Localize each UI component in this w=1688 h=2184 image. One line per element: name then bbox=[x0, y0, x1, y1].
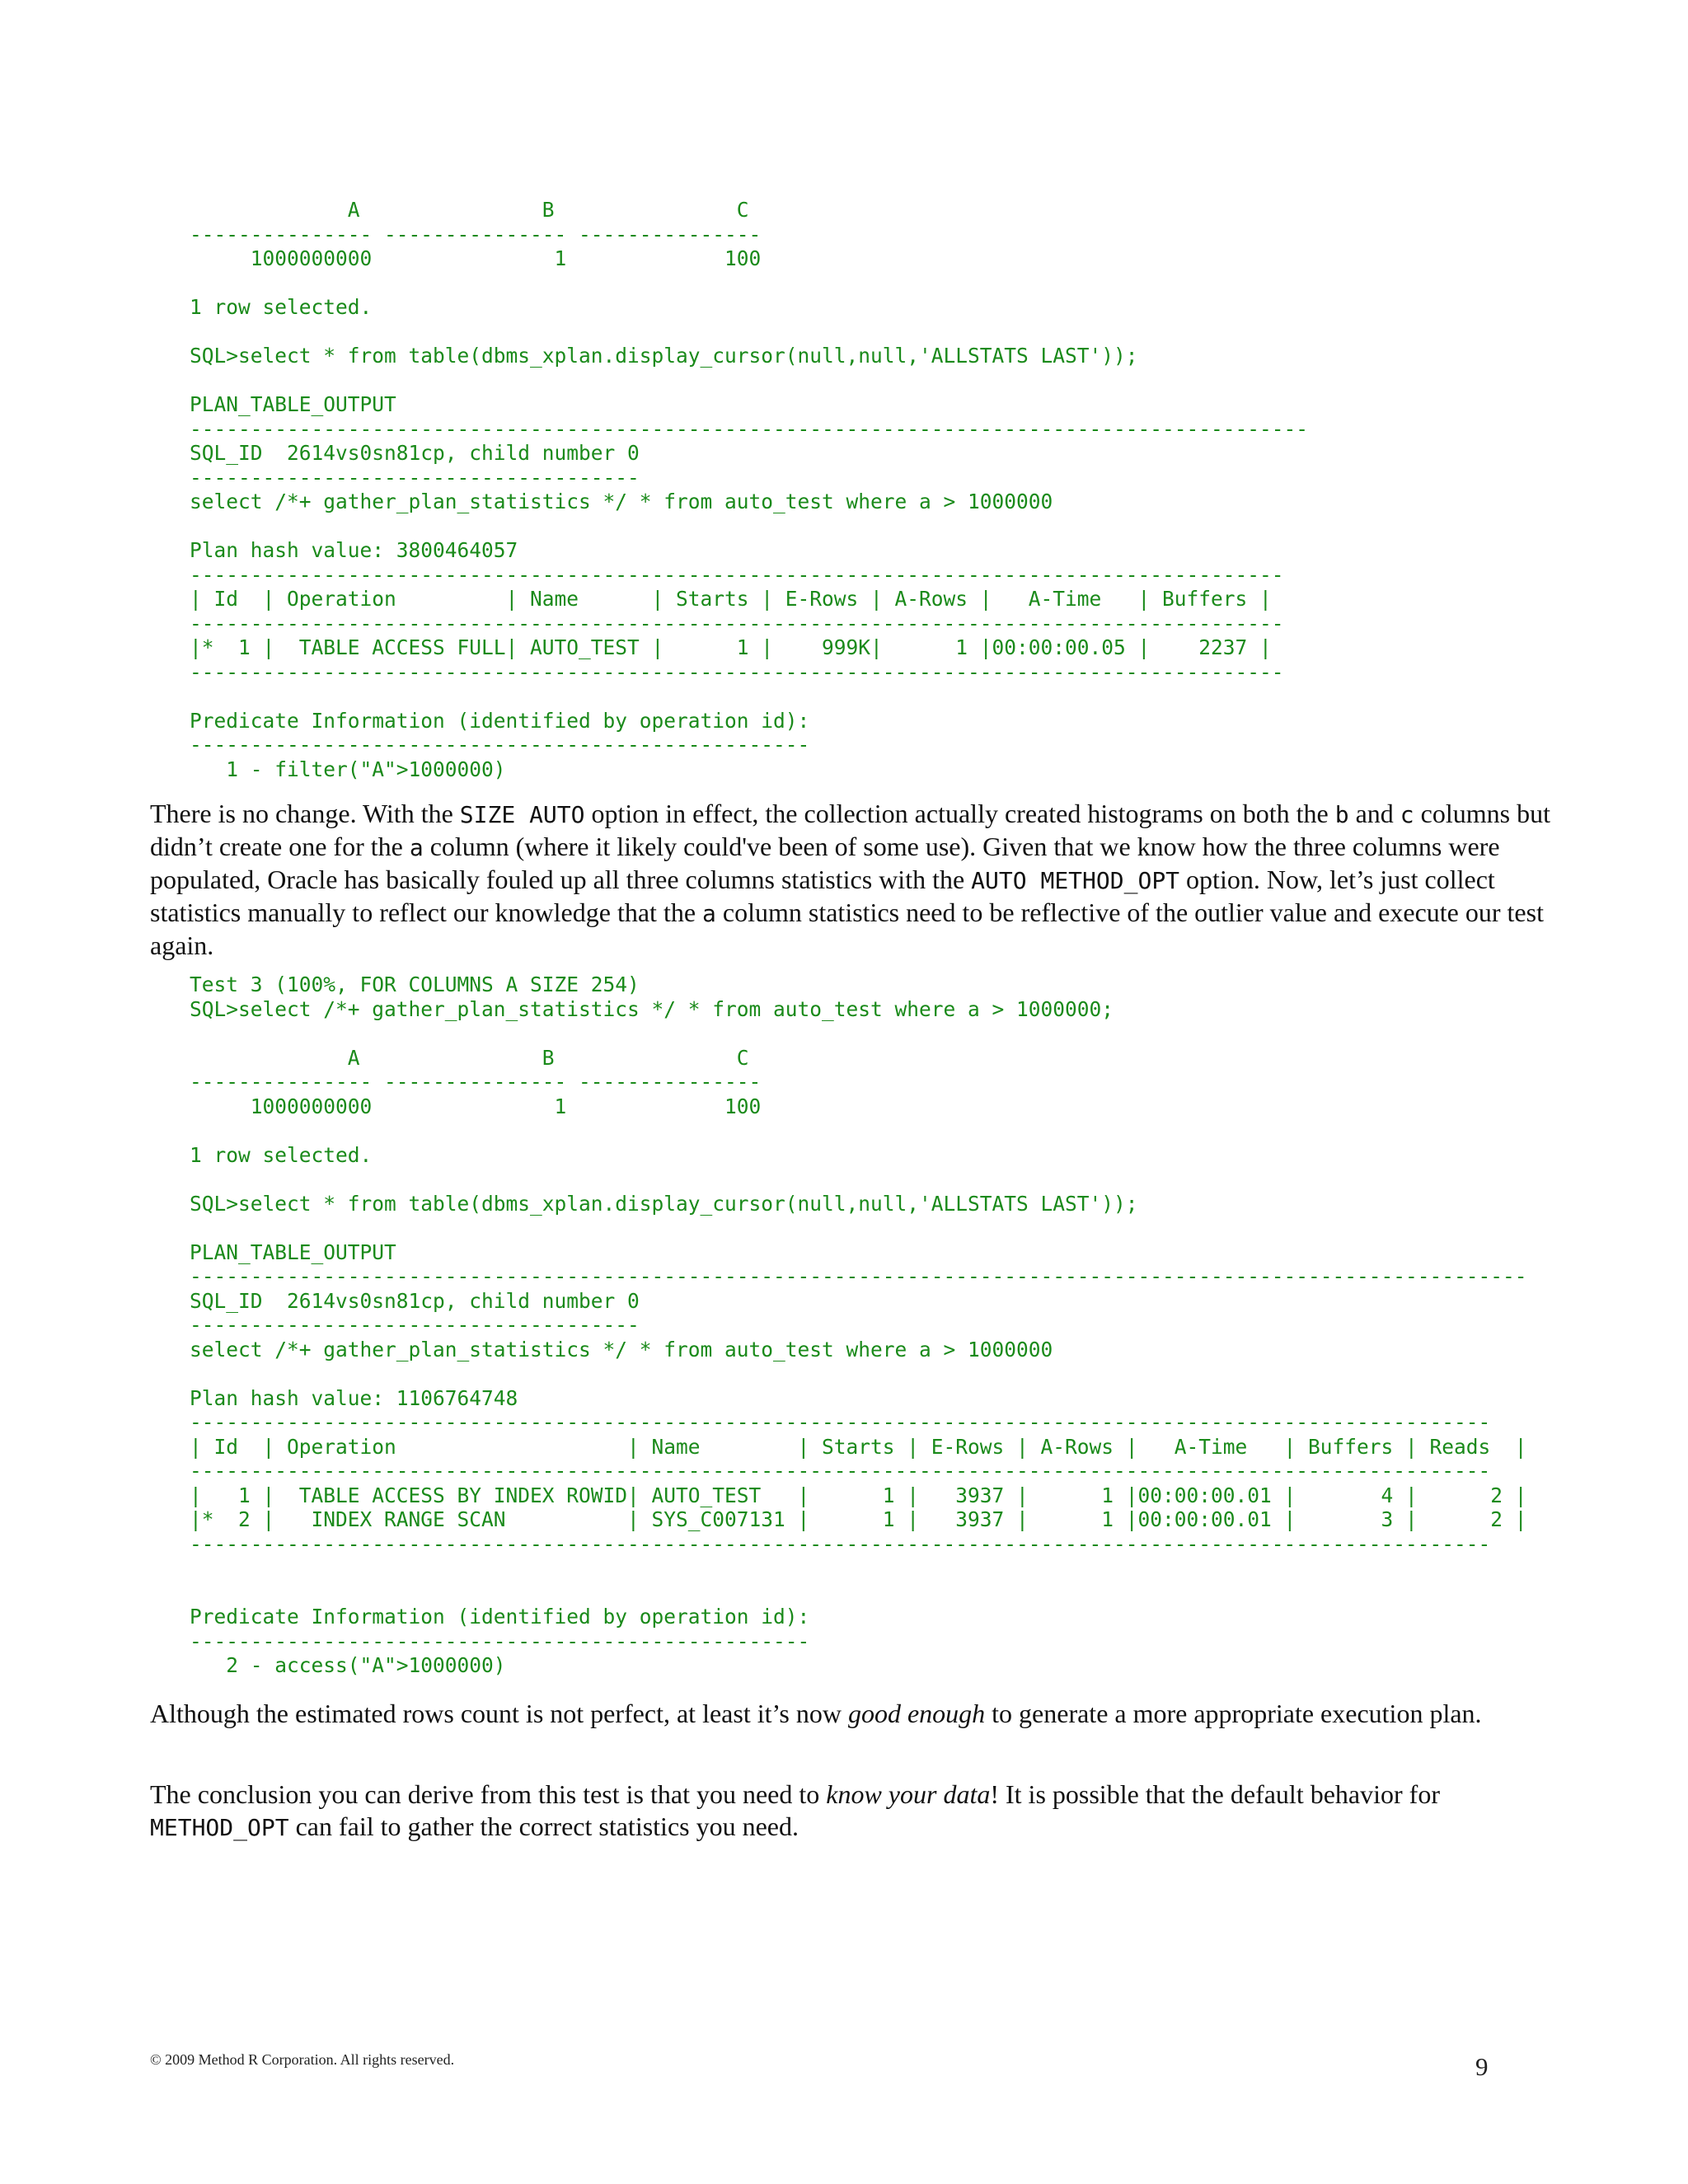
code-line bbox=[190, 1118, 1527, 1143]
code-line: ------------------------------------------------------------------------------------------ bbox=[190, 611, 1284, 635]
code-line: |* 1 | TABLE ACCESS FULL| AUTO_TEST | 1 | 999K| 1 |00:00:00.05 | 2237 | bbox=[190, 635, 1272, 659]
code-line: PLAN_TABLE_OUTPUT bbox=[190, 392, 396, 416]
paragraph-text: There is no change. With the bbox=[150, 799, 460, 828]
paragraph-text: can fail to gather the correct statistics you need. bbox=[288, 1811, 799, 1841]
code-line bbox=[190, 1167, 1527, 1192]
code-line bbox=[190, 368, 1308, 393]
code-line: ----------------------------------------------------------------------------------------------------------- bbox=[190, 1410, 1491, 1434]
inline-code: SIZE AUTO bbox=[459, 801, 585, 828]
code-line: ------------------------------------- bbox=[190, 1313, 640, 1337]
code-line bbox=[190, 514, 1308, 539]
code-line: A B C bbox=[190, 198, 749, 222]
inline-code: AUTO METHOD_OPT bbox=[971, 867, 1180, 894]
paragraph-no-change bbox=[150, 798, 1551, 962]
code-line: select /*+ gather_plan_statistics */ * from auto_test where a > 1000000 bbox=[190, 490, 1053, 513]
code-line: A B C bbox=[190, 1045, 749, 1070]
code-line: ----------------------------------------------------------------------------------------------------------- bbox=[190, 1531, 1491, 1556]
sql-output-block-1 bbox=[190, 198, 1308, 781]
inline-code: c bbox=[1400, 801, 1414, 828]
code-line: | Id | Operation | Name | Starts | E-Rows | A-Rows | A-Time | Buffers | bbox=[190, 587, 1272, 611]
paragraph-text: and bbox=[1348, 799, 1400, 828]
code-line: -------------------------------------------------------------------------------------------- bbox=[190, 416, 1309, 441]
paragraph-text: ! It is possible that the default behavior for bbox=[990, 1779, 1440, 1809]
code-line: | Id | Operation | Name | Starts | E-Rows | A-Rows | A-Time | Buffers | Reads | bbox=[190, 1434, 1527, 1459]
paragraph-text: Although the estimated rows count is not perfect, at least it’s now bbox=[150, 1699, 848, 1728]
paragraph-text: columns but didn’t create one for the bbox=[150, 799, 1550, 861]
code-line bbox=[190, 684, 1308, 709]
code-line: 1 - filter("A">1000000) bbox=[190, 757, 506, 781]
paragraph-text: to generate a more appropriate execution plan. bbox=[985, 1699, 1482, 1728]
code-line: PLAN_TABLE_OUTPUT bbox=[190, 1240, 396, 1264]
emphasis-text: good enough bbox=[847, 1699, 986, 1728]
inline-code: b bbox=[1334, 801, 1349, 828]
paragraph-text: The conclusion you can derive from this test is that you need to bbox=[150, 1779, 827, 1809]
paragraph-text: column statistics need to be reflective of the outlier value and execute our test again. bbox=[150, 898, 1544, 960]
code-line: 1000000000 1 100 bbox=[190, 246, 762, 270]
code-line: Test 3 (100%, FOR COLUMNS A SIZE 254) bbox=[190, 972, 640, 996]
code-line bbox=[190, 1021, 1527, 1046]
page-number: 9 bbox=[1475, 2052, 1489, 2081]
code-line: 2 - access("A">1000000) bbox=[190, 1653, 506, 1677]
code-line: ----------------------------------------------------------------------------------------------------------- bbox=[190, 1459, 1491, 1483]
inline-code: a bbox=[409, 834, 424, 861]
code-line: SQL>select * from table(dbms_xplan.display_cursor(null,null,'ALLSTATS LAST')); bbox=[190, 1191, 1138, 1216]
code-line: --------------- --------------- --------------- bbox=[190, 222, 762, 246]
emphasis-text: know your data bbox=[826, 1779, 991, 1809]
code-line: SQL_ID 2614vs0sn81cp, child number 0 bbox=[190, 441, 640, 465]
paragraph-text: option. Now, let’s just collect statistics manually to reflect our knowledge that the bbox=[150, 865, 1495, 927]
inline-code: a bbox=[702, 900, 716, 927]
footer-copyright: © 2009 Method R Corporation. All rights reserved. bbox=[150, 2051, 455, 2068]
code-line bbox=[190, 1581, 1527, 1605]
code-line: SQL>select * from table(dbms_xplan.display_cursor(null,null,'ALLSTATS LAST')); bbox=[190, 344, 1138, 368]
code-line: ------------------------------------------------------------------------------------------ bbox=[190, 659, 1284, 684]
code-line: select /*+ gather_plan_statistics */ * from auto_test where a > 1000000 bbox=[190, 1337, 1053, 1361]
code-line bbox=[190, 1216, 1527, 1240]
code-line bbox=[190, 320, 1308, 344]
code-line: 1 row selected. bbox=[190, 1142, 373, 1167]
code-line: SQL_ID 2614vs0sn81cp, child number 0 bbox=[190, 1288, 640, 1313]
code-line: -------------------------------------------------------------------------------------------------------------- bbox=[190, 1264, 1527, 1288]
code-line: ------------------------------------- bbox=[190, 465, 640, 490]
paragraph-text: column (where it likely could've been of some use). Given that we know how the three columns were populated, Oracle has basically fouled up all three columns statistics with the bbox=[150, 832, 1500, 894]
code-line: Predicate Information (identified by operation id): bbox=[190, 1605, 810, 1629]
code-line: 1 row selected. bbox=[190, 295, 373, 319]
inline-code: METHOD_OPT bbox=[150, 1814, 289, 1841]
code-line: Plan hash value: 3800464057 bbox=[190, 538, 518, 562]
code-line: ------------------------------------------------------------------------------------------ bbox=[190, 562, 1284, 587]
code-line: --------------------------------------------------- bbox=[190, 1629, 810, 1653]
sql-output-block-2 bbox=[190, 972, 1527, 1678]
code-line: 1000000000 1 100 bbox=[190, 1094, 762, 1118]
code-line: --------------------------------------------------- bbox=[190, 733, 810, 757]
paragraph-text: option in effect, the collection actually created histograms on both the bbox=[584, 799, 1335, 828]
code-line: SQL>select /*+ gather_plan_statistics */ * from auto_test where a > 1000000; bbox=[190, 996, 1114, 1021]
code-line: | 1 | TABLE ACCESS BY INDEX ROWID| AUTO_TEST | 1 | 3937 | 1 |00:00:00.01 | 4 | 2 | bbox=[190, 1483, 1527, 1507]
paragraph-estimated-rows bbox=[150, 1698, 1551, 1730]
code-line: |* 2 | INDEX RANGE SCAN | SYS_C007131 | 1 | 3937 | 1 |00:00:00.01 | 3 | 2 | bbox=[190, 1507, 1527, 1531]
code-line bbox=[190, 271, 1308, 296]
code-line: Plan hash value: 1106764748 bbox=[190, 1385, 518, 1410]
code-line bbox=[190, 1361, 1527, 1386]
code-line: --------------- --------------- --------------- bbox=[190, 1070, 762, 1094]
code-line bbox=[190, 1556, 1527, 1581]
code-line: Predicate Information (identified by operation id): bbox=[190, 708, 810, 733]
paragraph-conclusion bbox=[150, 1779, 1551, 1844]
